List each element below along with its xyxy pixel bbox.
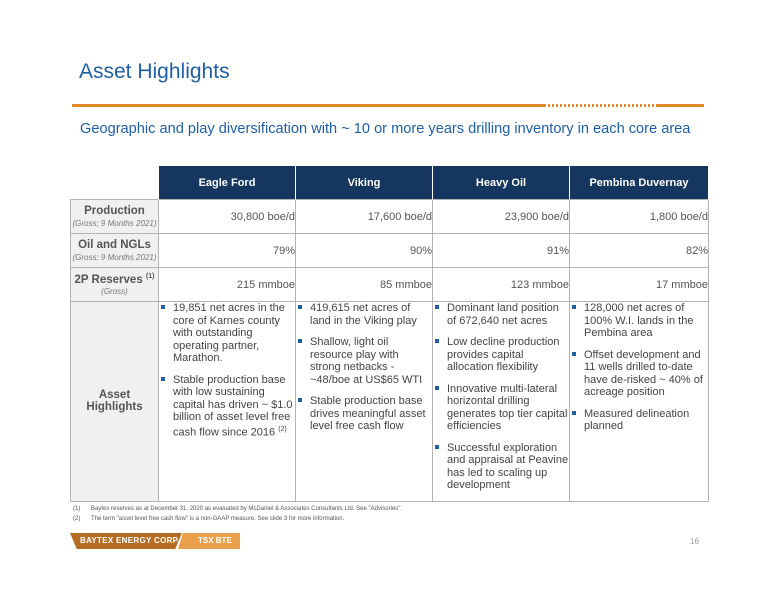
list-item: Offset development and 11 wells drilled to-date have de-risked ~ 40% of acreage position	[570, 349, 708, 399]
column-header-heavy-oil: Heavy Oil	[433, 166, 570, 200]
footnote-1: (1) Baytex reserves as at December 31, 2020 as evaluated by McDaniel & Associates Consultants Ltd. See "Advisories".	[73, 506, 403, 512]
list-item: Stable production base with low sustaining capital has driven ~ $1.0 billion of asset level free cash flow since 2016 $^{(2)}$	[159, 374, 295, 439]
table-row-oil-ngls	[71, 234, 709, 268]
row-header-highlights: Asset Highlights	[71, 302, 159, 502]
table-row-reserves	[71, 268, 709, 302]
cell-highlights-viking	[296, 302, 433, 502]
row-header-reserves: 2P Reserves $^{(1)}$ (Gross)	[71, 268, 159, 302]
list-item: Shallow, light oil resource play with strong netbacks - ~48/boe at US$65 WTI	[296, 336, 432, 386]
list-item: Innovative multi-lateral horizontal drilling generates top tier capital efficiencies	[433, 383, 569, 433]
cell-production-eagle-ford: 30,800 boe/d	[159, 200, 296, 234]
list-item: 128,000 net acres of 100% W.I. lands in the Pembina area	[570, 302, 708, 340]
cell-reserves-viking: 85 mmboe	[296, 268, 433, 302]
cell-production-pembina: 1,800 boe/d	[570, 200, 709, 234]
column-header-eagle-ford: Eagle Ford	[159, 166, 296, 200]
footer-ticker: TSX BTE	[198, 536, 232, 545]
list-item: Stable production base drives meaningful asset level free cash flow	[296, 395, 432, 433]
cell-reserves-pembina: 17 mmboe	[570, 268, 709, 302]
column-header-pembina-duvernay: Pembina Duvernay	[570, 166, 709, 200]
list-item: 419,615 net acres of land in the Viking play	[296, 302, 432, 327]
cell-reserves-heavy-oil: 123 mmboe	[433, 268, 570, 302]
table-corner	[71, 166, 159, 200]
cell-reserves-eagle-ford: 215 mmboe	[159, 268, 296, 302]
table-row-highlights	[71, 302, 709, 502]
list-item: Low decline production provides capital allocation flexibility	[433, 336, 569, 374]
row-header-production: Production (Gross; 9 Months 2021)	[71, 200, 159, 234]
cell-production-viking: 17,600 boe/d	[296, 200, 433, 234]
table-row-production	[71, 200, 709, 234]
cell-highlights-eagle-ford	[159, 302, 296, 502]
cell-oil-ngls-heavy-oil: 91%	[433, 234, 570, 268]
list-item: Successful exploration and appraisal at Peavine has led to scaling up development	[433, 442, 569, 492]
cell-production-heavy-oil: 23,900 boe/d	[433, 200, 570, 234]
cell-highlights-pembina	[570, 302, 709, 502]
list-item: Measured delineation planned	[570, 408, 708, 433]
table-header-row	[71, 166, 709, 200]
page-title: Asset Highlights	[79, 60, 230, 83]
cell-oil-ngls-pembina: 82%	[570, 234, 709, 268]
footer-banner	[70, 533, 240, 549]
page-number: 16	[690, 537, 699, 546]
asset-table	[70, 166, 709, 502]
list-item: Dominant land position of 672,640 net acres	[433, 302, 569, 327]
footer-company-name: BAYTEX ENERGY CORP.	[80, 536, 180, 545]
title-divider	[72, 104, 704, 107]
cell-oil-ngls-eagle-ford: 79%	[159, 234, 296, 268]
row-header-oil-ngls: Oil and NGLs (Gross; 9 Months 2021)	[71, 234, 159, 268]
column-header-viking: Viking	[296, 166, 433, 200]
cell-oil-ngls-viking: 90%	[296, 234, 433, 268]
page-subtitle: Geographic and play diversification with ~ 10 or more years drilling inventory in each core area	[80, 121, 691, 137]
list-item: 19,851 net acres in the core of Karnes county with outstanding operating partner, Marathon.	[159, 302, 295, 365]
cell-highlights-heavy-oil	[433, 302, 570, 502]
footnote-2: (2) The term "asset level free cash flow" is a non-GAAP measure. See slide 3 for more information.	[73, 516, 345, 522]
